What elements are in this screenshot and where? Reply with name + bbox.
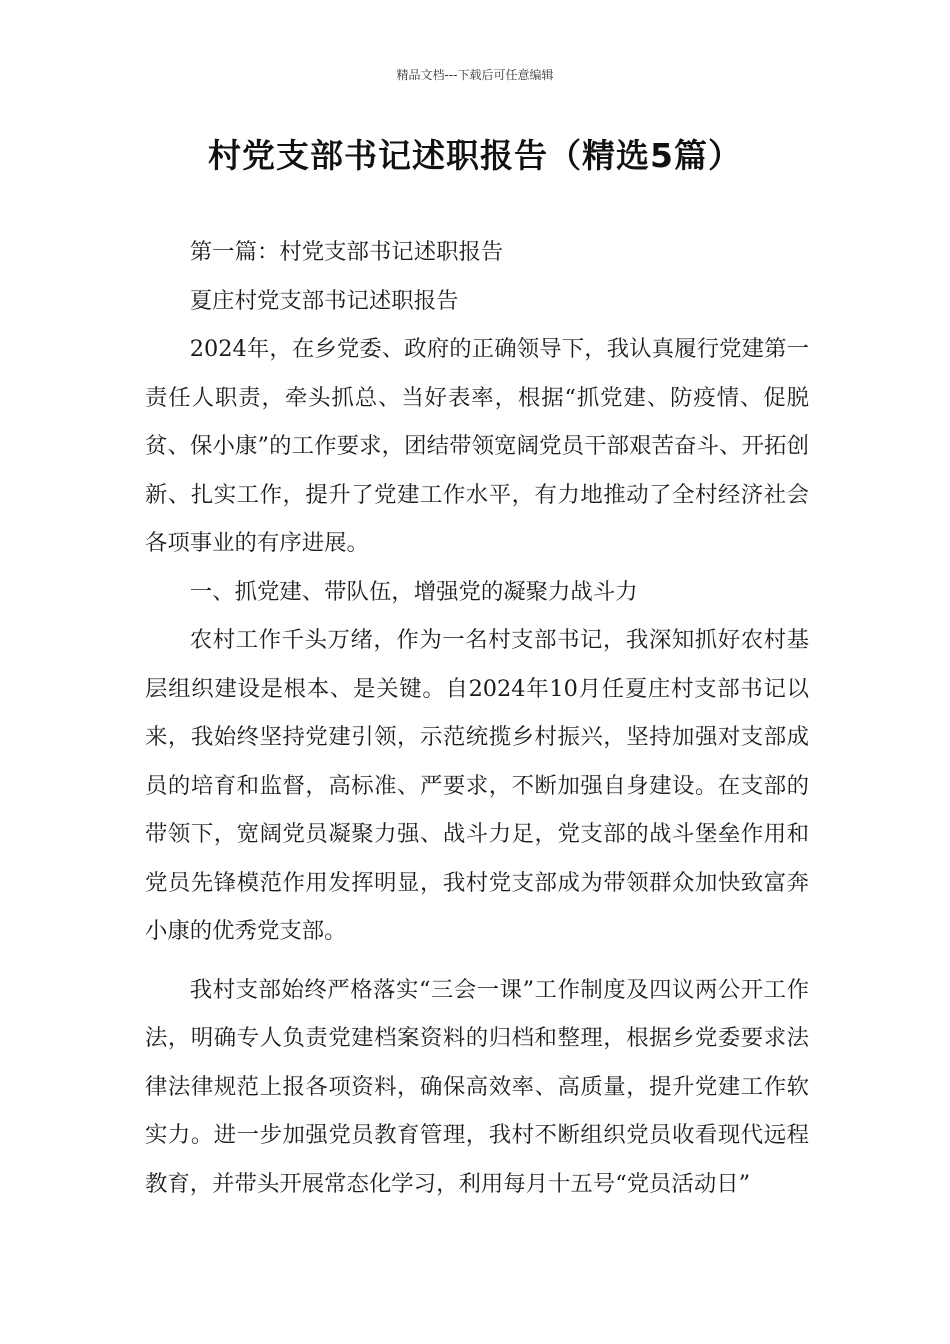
- report-subtitle: 夏庄村党支部书记述职报告: [189, 287, 459, 314]
- header-note: 精品文档---下载后可任意编辑: [396, 68, 554, 82]
- paragraph-intro: 2024年，在乡党委、政府的正确领导下，我认真履行党建第一责任人职责，牵头抓总、当好表率，根据“抓党建、防疫情、促脱贫、保小康”的工作要求，团结带领宽阔党员干部艰苦奋斗、开拓创新、扎实工作，提升了党建工作水平，有力地推动了全村经济社会各项事业的有序进展。: [145, 336, 809, 556]
- paragraph-work: 农村工作千头万绪，作为一名村支部书记，我深知抓好农村基层组织建设是根本、是关键。自2024年10月任夏庄村支部书记以来，我始终坚持党建引领，示范统揽乡村振兴，坚持加强对支部成员的培育和监督，高标准、严要求，不断加强自身建设。在支部的带领下，宽阔党员凝聚力强、战斗力足，党支部的战斗堡垒作用和党员先锋模范作用发挥明显，我村党支部成为带领群众加快致富奔小康的优秀党支部。: [145, 627, 809, 944]
- paragraph-system: 我村支部始终严格落实“三会一课”工作制度及四议两公开工作法，明确专人负责党建档案资料的归档和整理，根据乡党委要求法律法律规范上报各项资料，确保高效率、高质量，提升党建工作软实力。进一步加强党员教育管理，我村不断组织党员收看现代远程教育，并带头开展常态化学习，利用每月十五号“党员活动日”: [145, 976, 809, 1197]
- document-title: 村党支部书记述职报告（精选5篇）: [208, 136, 742, 175]
- document-body: [145, 228, 809, 1208]
- section-heading-one: 一、抓党建、带队伍，增强党的凝聚力战斗力: [189, 578, 638, 605]
- section-heading-first: 第一篇：村党支部书记述职报告: [189, 239, 504, 265]
